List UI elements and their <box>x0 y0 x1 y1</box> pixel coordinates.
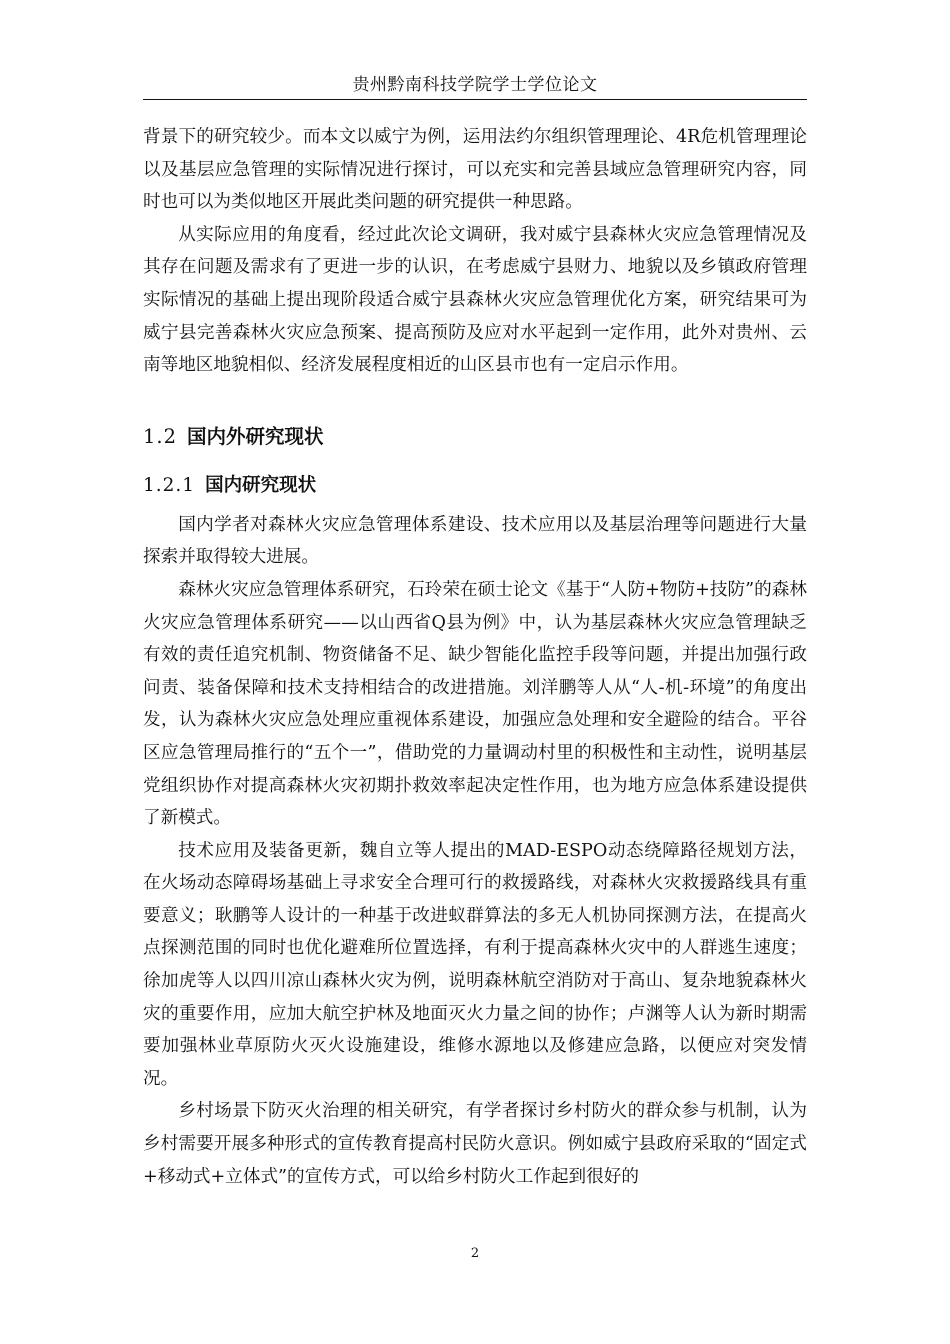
section-number: 1.2 <box>143 424 178 448</box>
page-number: 2 <box>470 1246 480 1261</box>
running-header: 贵州黔南科技学院学士学位论文 <box>352 75 598 95</box>
section-title: 国内外研究现状 <box>187 424 324 448</box>
subsection-title: 国内研究现状 <box>205 474 317 496</box>
paragraph-2: 从实际应用的角度看，经过此次论文调研，我对威宁县森林火灾应急管理情况及其存在问题及需求有了更进一步的认识，在考虑威宁县财力、地貌以及乡镇政府管理实际情况的基础上提出现阶段适合威宁县森林火灾应急管理优化方案，研究结果可为威宁县完善森林火灾应急预案、提高预防及应对水平起到一定作用，此外对贵州、云南等地区地貌相似、经济发展程度相近的山区县市也有一定启示作用。 <box>143 224 807 376</box>
header-rule <box>143 99 807 100</box>
subsection-number: 1.2.1 <box>143 474 196 496</box>
body-text <box>143 121 807 1193</box>
paragraph-6: 乡村场景下防灭火治理的相关研究，有学者探讨乡村防火的群众参与机制，认为乡村需要开展多种形式的宣传教育提高村民防火意识。例如威宁县政府采取的“固定式+移动式+立体式”的宣传方式，可以给乡村防火工作起到很好的 <box>143 1101 807 1187</box>
paragraph-4: 森林火灾应急管理体系研究，石玲荣在硕士论文《基于“人防+物防+技防”的森林火灾应急管理体系研究——以山西省Q县为例》中，认为基层森林火灾应急管理缺乏有效的责任追究机制、物资储备不足、缺少智能化监控手段等问题，并提出加强行政问责、装备保障和技术支持相结合的改进措施。刘洋鹏等人从“人-机-环境”的角度出发，认为森林火灾应急处理应重视体系建设，加强应急处理和安全避险的结合。平谷区应急管理局推行的“五个一”，借助党的力量调动村里的积极性和主动性，说明基层党组织协作对提高森林火灾初期扑救效率起决定性作用，也为地方应急体系建设提供了新模式。 <box>143 579 807 829</box>
section-heading <box>143 424 807 450</box>
subsection-heading <box>143 473 807 499</box>
paragraph-3: 国内学者对森林火灾应急管理体系建设、技术应用以及基层治理等问题进行大量探索并取得较大进展。 <box>143 514 807 568</box>
paragraph-5: 技术应用及装备更新，魏自立等人提出的MAD-ESPO动态绕障路径规划方法，在火场动态障碍场基础上寻求安全合理可行的救援路线，对森林火灾救援路线具有重要意义；耿鹏等人设计的一种基于改进蚁群算法的多无人机协同探测方法，在提高火点探测范围的同时也优化避难所位置选择，有利于提高森林火灾中的人群逃生速度；徐加虎等人以四川凉山森林火灾为例，说明森林航空消防对于高山、复杂地貌森林火灾的重要作用，应加大航空护林及地面灭火力量之间的协作；卢渊等人认为新时期需要加强林业草原防火灭火设施建设，维修水源地以及修建应急路，以便应对突发情况。 <box>143 840 807 1089</box>
paragraph-1: 背景下的研究较少。而本文以威宁为例，运用法约尔组织管理理论、4R危机管理理论以及基层应急管理的实际情况进行探讨，可以充实和完善县域应急管理研究内容，同时也可以为类似地区开展此类问题的研究提供一种思路。 <box>143 127 807 213</box>
